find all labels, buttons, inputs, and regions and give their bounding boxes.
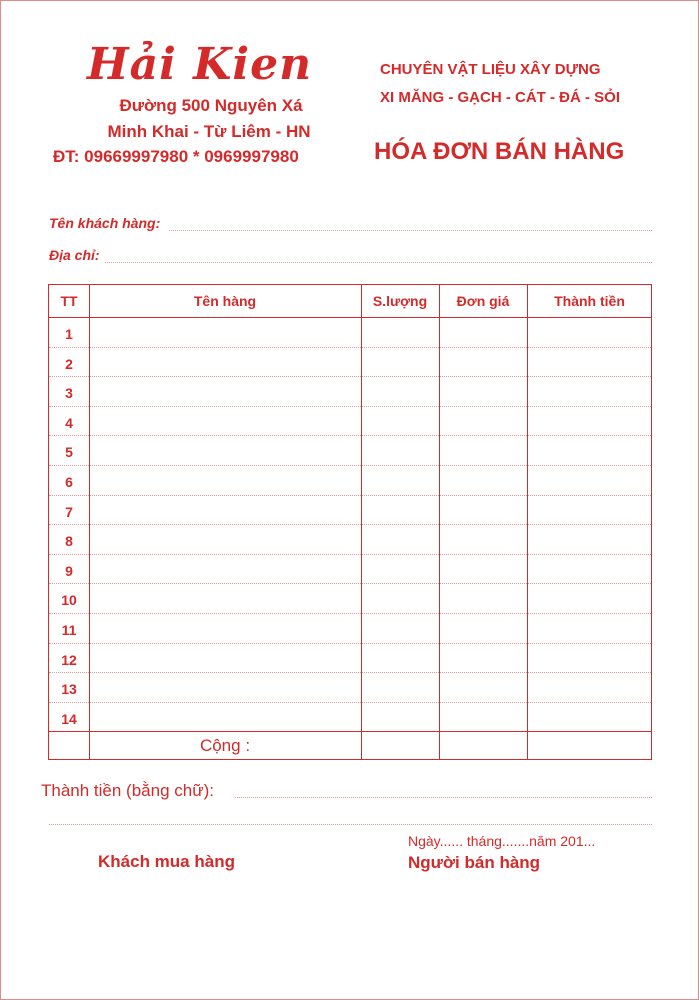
quantity-cell[interactable]	[361, 317, 439, 347]
quantity-cell[interactable]	[361, 702, 439, 732]
brand-logo-text: Hải Kien	[87, 39, 313, 90]
header-quantity: S.lượng	[372, 293, 428, 309]
row-number: 4	[65, 414, 73, 431]
unit-price-cell[interactable]	[439, 524, 527, 554]
quantity-cell[interactable]	[361, 524, 439, 554]
total-label: Cộng :	[199, 736, 251, 755]
unit-price-cell[interactable]	[439, 672, 527, 702]
item-name-cell[interactable]	[89, 317, 361, 347]
invoice-title: HÓA ĐƠN BÁN HÀNG	[374, 138, 625, 165]
item-name-cell[interactable]	[89, 347, 361, 377]
header-tt: TT	[60, 293, 78, 309]
tagline-1: CHUYÊN VẬT LIỆU XÂY DỰNG	[380, 61, 601, 78]
quantity-cell[interactable]	[361, 495, 439, 525]
amount-cell[interactable]	[527, 554, 652, 584]
item-name-cell[interactable]	[89, 702, 361, 732]
amount-in-words-label: Thành tiền (bằng chữ):	[41, 781, 214, 800]
quantity-cell[interactable]	[361, 672, 439, 702]
total-quantity-cell[interactable]	[361, 731, 439, 760]
amount-cell[interactable]	[527, 347, 652, 377]
unit-price-cell[interactable]	[439, 406, 527, 436]
amount-cell[interactable]	[527, 465, 652, 495]
item-name-cell[interactable]	[89, 583, 361, 613]
address-line-1: Đường 500 Nguyên Xá	[119, 96, 303, 115]
unit-price-cell[interactable]	[439, 702, 527, 732]
row-number: 6	[65, 474, 73, 490]
amount-cell[interactable]	[527, 613, 652, 643]
quantity-cell[interactable]	[361, 435, 439, 465]
header-amount: Thành tiền	[554, 293, 625, 309]
amount-cell[interactable]	[527, 524, 652, 554]
unit-price-cell[interactable]	[439, 317, 527, 347]
quantity-cell[interactable]	[361, 613, 439, 643]
row-number: 10	[61, 592, 77, 609]
item-name-cell[interactable]	[89, 613, 361, 643]
amount-cell[interactable]	[527, 672, 652, 702]
amount-in-words-field[interactable]	[235, 797, 652, 798]
date-line: Ngày...... tháng.......năm 201...	[408, 833, 596, 849]
row-number: 2	[65, 355, 73, 372]
row-number: 1	[65, 326, 73, 342]
amount-cell[interactable]	[527, 406, 652, 436]
quantity-cell[interactable]	[361, 347, 439, 377]
unit-price-cell[interactable]	[439, 554, 527, 584]
quantity-cell[interactable]	[361, 465, 439, 495]
row-number: 12	[61, 651, 77, 668]
row-number: 7	[65, 503, 73, 520]
quantity-cell[interactable]	[361, 554, 439, 584]
tagline-2: XI MĂNG - GẠCH - CÁT - ĐÁ - SỎI	[380, 89, 620, 106]
unit-price-cell[interactable]	[439, 376, 527, 406]
header-item-name: Tên hàng	[193, 293, 257, 309]
row-number: 11	[61, 622, 77, 638]
item-name-cell[interactable]	[89, 643, 361, 673]
quantity-cell[interactable]	[361, 376, 439, 406]
item-name-cell[interactable]	[89, 554, 361, 584]
customer-address-field[interactable]	[105, 262, 652, 263]
customer-name-label: Tên khách hàng:	[49, 215, 161, 231]
buyer-signature-label: Khách mua hàng	[98, 852, 235, 871]
row-number: 14	[61, 710, 77, 727]
item-name-cell[interactable]	[89, 435, 361, 465]
item-name-cell[interactable]	[89, 672, 361, 702]
address-line-2: Minh Khai - Từ Liêm - HN	[107, 122, 311, 141]
header-unit-price: Đơn giá	[456, 293, 510, 309]
seller-signature-label: Người bán hàng	[408, 853, 541, 872]
item-name-cell[interactable]	[89, 376, 361, 406]
row-number: 9	[65, 562, 73, 579]
unit-price-cell[interactable]	[439, 465, 527, 495]
amount-cell[interactable]	[527, 643, 652, 673]
phone-numbers: ĐT: 09669997980 * 0969997980	[53, 147, 299, 166]
row-number: 5	[65, 444, 73, 461]
item-name-cell[interactable]	[89, 524, 361, 554]
quantity-cell[interactable]	[361, 583, 439, 613]
amount-cell[interactable]	[527, 435, 652, 465]
items-table	[48, 284, 652, 760]
customer-name-field[interactable]	[169, 230, 652, 231]
amount-in-words-field-line2[interactable]	[49, 824, 652, 825]
amount-cell[interactable]	[527, 495, 652, 525]
item-name-cell[interactable]	[89, 465, 361, 495]
row-number: 3	[65, 385, 73, 402]
unit-price-cell[interactable]	[439, 583, 527, 613]
unit-price-cell[interactable]	[439, 435, 527, 465]
row-number: 8	[65, 533, 73, 550]
amount-cell[interactable]	[527, 583, 652, 613]
customer-address-label: Địa chỉ:	[49, 247, 100, 263]
item-name-cell[interactable]	[89, 495, 361, 525]
item-name-cell[interactable]	[89, 406, 361, 436]
unit-price-cell[interactable]	[439, 643, 527, 673]
quantity-cell[interactable]	[361, 406, 439, 436]
unit-price-cell[interactable]	[439, 613, 527, 643]
amount-cell[interactable]	[527, 317, 652, 347]
total-amount-cell[interactable]	[527, 731, 652, 760]
quantity-cell[interactable]	[361, 643, 439, 673]
unit-price-cell[interactable]	[439, 347, 527, 377]
row-number: 13	[61, 681, 77, 698]
unit-price-cell[interactable]	[439, 495, 527, 525]
amount-cell[interactable]	[527, 376, 652, 406]
amount-cell[interactable]	[527, 702, 652, 732]
total-unit-price-cell[interactable]	[439, 731, 527, 760]
